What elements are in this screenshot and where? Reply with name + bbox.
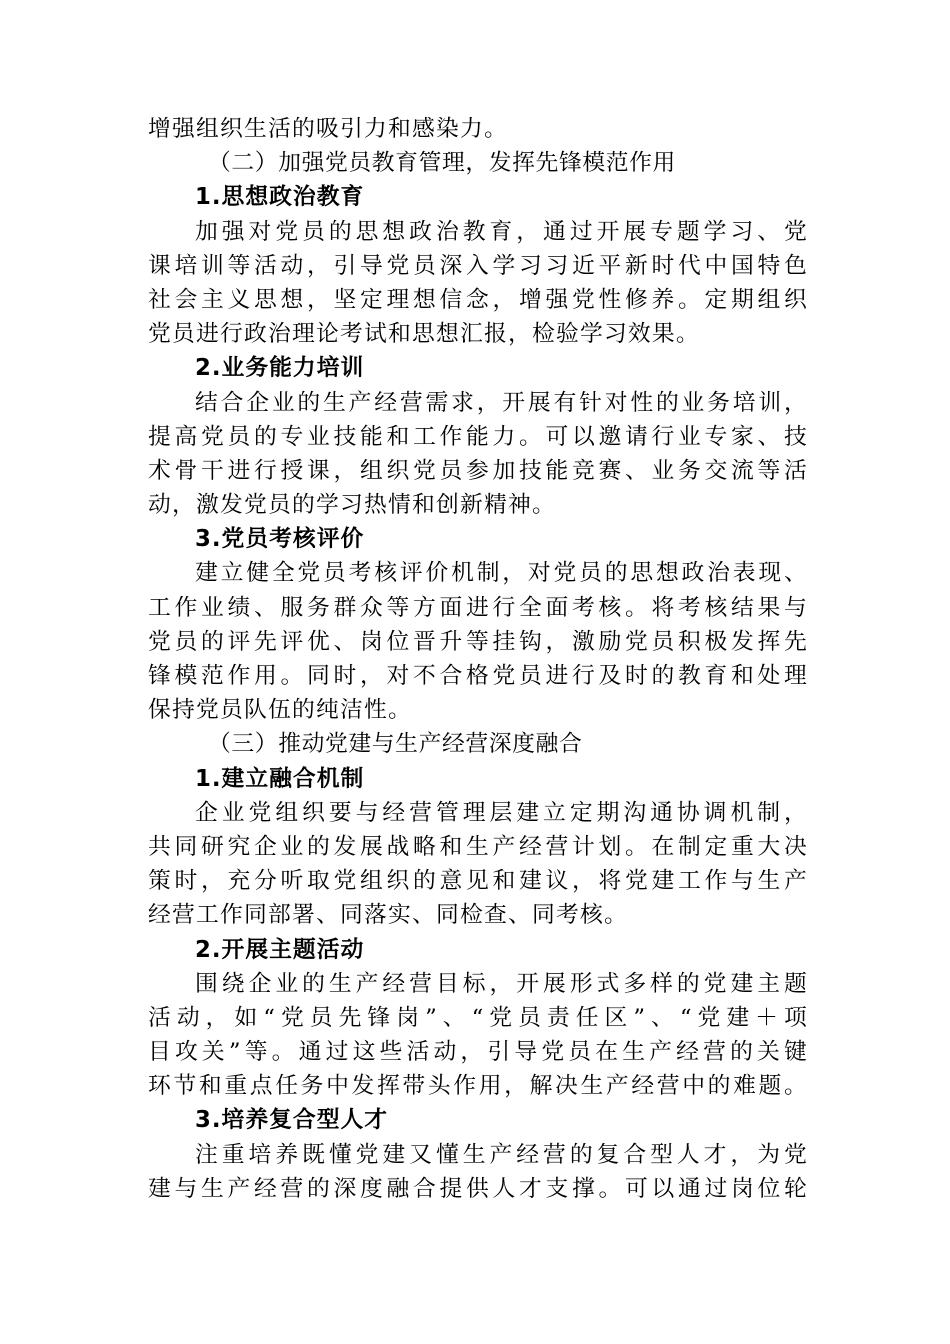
section-heading: （二）加强党员教育管理，发挥先锋模范作用	[208, 150, 676, 177]
paragraph-line: 建立健全党员考核评价机制，对党员的思想政治表现、	[195, 560, 808, 587]
subsection-heading: 1.思想政治教育	[195, 184, 365, 211]
paragraph-line: 社会主义思想，坚定理想信念，增强党性修养。定期组织	[148, 286, 808, 313]
paragraph-line: 党员的评先评优、岗位晋升等挂钩，激励党员积极发挥先	[148, 628, 808, 655]
paragraph-line: 经营工作同部署、同落实、同检查、同考核。	[148, 902, 628, 929]
paragraph-line: 保持党员队伍的纯洁性。	[148, 697, 412, 724]
paragraph-line: 增强组织生活的吸引力和感染力。	[148, 116, 508, 142]
paragraph-line: 结合企业的生产经营需求，开展有针对性的业务培训，	[195, 389, 808, 416]
paragraph-line: 工作业绩、服务群众等方面进行全面考核。将考核结果与	[148, 594, 808, 621]
subsection-heading: 3.培养复合型人才	[195, 1107, 389, 1134]
paragraph-line: 术骨干进行授课，组织党员参加技能竞赛、业务交流等活	[148, 457, 808, 484]
paragraph-line: 加强对党员的思想政治教育，通过开展专题学习、党	[195, 218, 808, 245]
paragraph-line: 企业党组织要与经营管理层建立定期沟通协调机制，	[195, 799, 808, 826]
paragraph-line: 建与生产经营的深度融合提供人才支撑。可以通过岗位轮	[148, 1175, 808, 1202]
paragraph-line: 课培训等活动，引导党员深入学习习近平新时代中国特色	[148, 252, 808, 279]
paragraph-line: 共同研究企业的发展战略和生产经营计划。在制定重大决	[148, 833, 808, 860]
paragraph-line: 党员进行政治理论考试和思想汇报，检验学习效果。	[148, 321, 700, 348]
paragraph-line: 提高党员的专业技能和工作能力。可以邀请行业专家、技	[148, 423, 808, 450]
paragraph-line: 锋模范作用。同时，对不合格党员进行及时的教育和处理	[148, 663, 808, 689]
document-page	[148, 112, 808, 1206]
paragraph-line: 目攻关”等。通过这些活动，引导党员在生产经营的关键	[148, 1039, 808, 1066]
subsection-heading: 2.开展主题活动	[195, 936, 365, 963]
paragraph-line: 围绕企业的生产经营目标，开展形式多样的党建主题	[195, 970, 808, 997]
section-heading: （三）推动党建与生产经营深度融合	[208, 731, 583, 758]
paragraph-line: 活动，如“党员先锋岗”、“党员责任区”、“党建＋项	[148, 1004, 808, 1031]
subsection-heading: 1.建立融合机制	[195, 765, 365, 792]
subsection-heading: 3.党员考核评价	[195, 526, 365, 553]
paragraph-line: 动，激发党员的学习热情和创新精神。	[148, 492, 556, 519]
paragraph-line: 策时，充分听取党组织的意见和建议，将党建工作与生产	[148, 868, 808, 895]
paragraph-line: 注重培养既懂党建又懂生产经营的复合型人才，为党	[195, 1141, 808, 1168]
paragraph-line: 环节和重点任务中发挥带头作用，解决生产经营中的难题。	[148, 1073, 808, 1100]
subsection-heading: 2.业务能力培训	[195, 355, 365, 382]
